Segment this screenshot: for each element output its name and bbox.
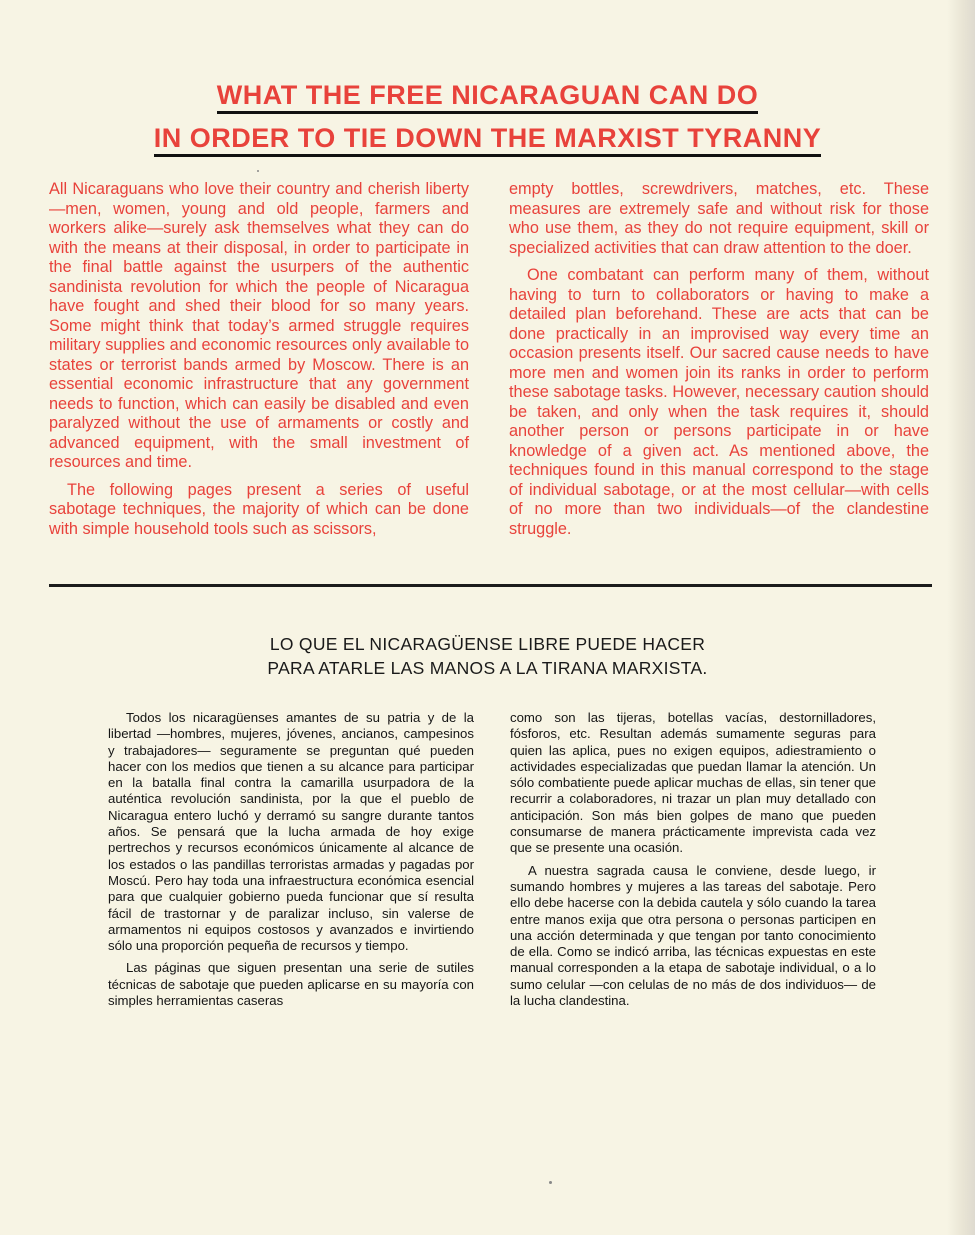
section-divider [49, 584, 932, 587]
english-paragraph: empty bottles, screwdrivers, matches, etc. These measures are extremely safe and without risk for those who use them, as they do not require equipment, skill or specialized activities that can draw attention to the doer. [509, 180, 929, 257]
spanish-paragraph: A nuestra sagrada causa le conviene, desde luego, ir sumando hombres y mujeres a las tareas del sabotaje. Pero ello debe hacerse con la debida cautela y sólo cuando la tarea entre manos exija que otra persona o personas participen en una acción determinada y que tengan por tanto conocimiento de ella. Como se indicó arriba, las técnicas expuestas en este manual corresponden a la etapa de sabotaje individual, o a lo sumo celular —con celulas de no más de dos individuos— de la lucha clandestina. [510, 862, 876, 1009]
spanish-paragraph: Todos los nicaragüenses amantes de su patria y de la libertad —hombres, mujeres, jóvenes, ancianos, campesinos y trabajadores— seguramente se preguntan qué pueden hacer con los medios que tienen a su alcance para participar en la batalla final contra la camarilla usurpadora de la auténtica revolución sandinista, por la que el pueblo de Nicaragua entero luchó y derramó su sangre durante tantos años. Se pensará que la lucha armada de hoy exige pertrechos y recursos económicos únicamente al alcance de los estados o las pandillas terroristas armadas y pagadas por Moscú. Pero hay toda una infraestructura económica esencial para que cualquier gobierno pueda funcionar que sí resulta fácil de trastornar y de paralizar incluso, sin valerse de armamentos ni equipos costosos y avanzados e invirtiendo sólo una proporción pequeña de recursos y tiempo. [108, 710, 474, 954]
print-speck [257, 170, 259, 172]
spanish-title-line-2: PARA ATARLE LAS MANOS A LA TIRANA MARXISTA. [267, 658, 708, 678]
english-title [0, 76, 975, 162]
english-title-line-1: WHAT THE FREE NICARAGUAN CAN DO [217, 79, 758, 114]
english-paragraph: All Nicaraguans who love their country and cherish liberty—men, women, young and old people, farmers and workers alike—surely ask themselves what they can do with the means at their disposal, in order to participate in the final battle against the usurpers of the authentic sandinista revolution for which the people of Nicaragua have fought and shed their blood for so many years. Some might think that today’s armed struggle requires military supplies and economic resources only available to states or terrorist bands armed by Moscow. There is an essential economic infrastructure that any government needs to function, which can easily be disabled and even paralyzed without the use of armaments or costly and advanced equipment, with the small investment of resources and time. [49, 180, 469, 471]
spanish-title [0, 632, 975, 680]
english-column-right [509, 180, 929, 547]
english-column-left [49, 180, 469, 547]
spanish-paragraph: Las páginas que siguen presentan una serie de sutiles técnicas de sabotaje que pueden aplicarse en su mayoría con simples herramientas caseras [108, 960, 474, 1009]
spanish-column-right [510, 710, 876, 1015]
english-paragraph: One combatant can perform many of them, without having to turn to collaborators or having to make a detailed plan beforehand. These are acts that can be done practically in an improvised way every time an occasion presents itself. Our sacred cause needs to have more men and women join its ranks in order to perform these sabotage tasks. However, necessary caution should be taken, and only when the task requires it, should another person or persons participate in or have knowledge of a given act. As mentioned above, the techniques found in this manual correspond to the stage of individual sabotage, or at the most cellular—with cells of no more than two individuals—of the clandestine struggle. [509, 266, 929, 538]
spanish-title-line-1: LO QUE EL NICARAGÜENSE LIBRE PUEDE HACER [269, 634, 706, 654]
spanish-paragraph: como son las tijeras, botellas vacías, destornilladores, fósforos, etc. Resultan además sumamente seguras para quien las aplica, pues no exigen equipos, adiestramiento o actividades especializadas que puedan llamar la atención. Un sólo combatiente puede aplicar muchas de ellas, sin tener que recurrir a colaboradores, ni trazar un plan muy detallado con anticipación. Son más bien golpes de mano que pueden consumarse de manera prácticamente imprevista cada vez que se presente una ocasión. [510, 710, 876, 856]
english-paragraph: The following pages present a series of useful sabotage techniques, the majority of which can be done with simple household tools such as scissors, [49, 480, 469, 538]
print-speck [549, 1181, 552, 1184]
spanish-column-left [108, 710, 474, 1015]
page-edge [947, 0, 975, 1235]
english-title-line-2: IN ORDER TO TIE DOWN THE MARXIST TYRANNY [154, 122, 822, 157]
